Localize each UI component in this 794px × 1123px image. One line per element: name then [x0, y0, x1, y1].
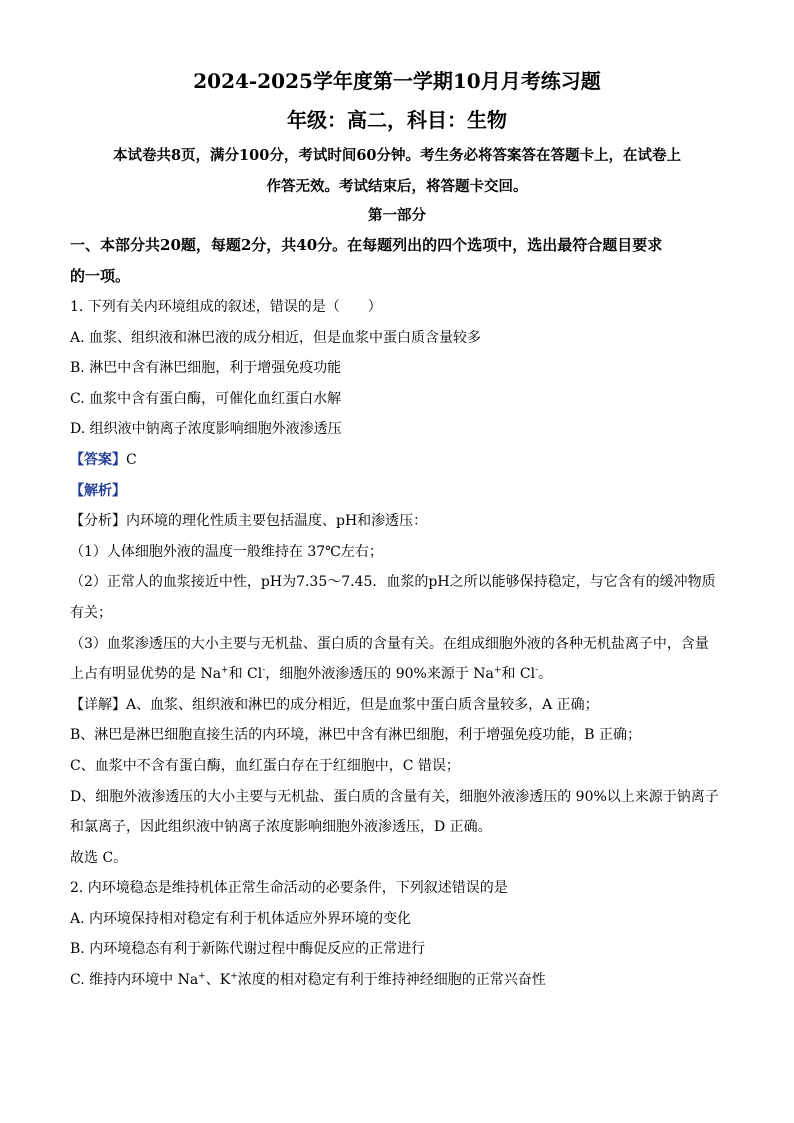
q1-explain-d2: 和氯离子，因此组织液中钠离子浓度影响细胞外液渗透压，D 正确。 — [70, 819, 492, 836]
section-instructions — [70, 230, 724, 292]
text-span: 浓度的相对稳定有利于维持神经细胞的正常兴奋性 — [237, 972, 546, 989]
q1-point-1: （1）人体细胞外液的温度一般维持在 37℃左右； — [70, 543, 383, 560]
section-line-1: 一、本部分共20题，每题2分，共40分。在每题列出的四个选项中，选出最符合题目要求 — [70, 236, 663, 254]
q1-option-c: C. 血浆中含有蛋白酶，可催化血红蛋白水解 — [70, 390, 342, 407]
q1-xiangjie — [70, 690, 724, 721]
q1-option-d: D. 组织液中钠离子浓度影响细胞外液渗透压 — [70, 421, 342, 438]
notice-line-1: 本试卷共8页，满分100分，考试时间60分钟。考生务必将答案答在答题卡上，在试卷上 — [112, 147, 682, 164]
fenxi-label: 【分析】 — [70, 513, 126, 530]
q1-explain-c: C、血浆中不含有蛋白酶，血红蛋白存在于红细胞中，C 错误； — [70, 757, 460, 774]
q1-fenxi — [70, 506, 724, 537]
text-span: 。 — [538, 666, 553, 683]
superscript: + — [221, 665, 229, 676]
superscript: - — [262, 665, 266, 676]
part-heading: 第一部分 — [368, 207, 426, 224]
q1-stem: 1. 下列有关内环境组成的叙述，错误的是（ ） — [70, 299, 382, 315]
answer-value: C — [126, 451, 137, 468]
q2-stem: 2. 内环境稳态是维持机体正常生命活动的必要条件，下列叙述错误的是 — [70, 880, 508, 897]
text-span: ，细胞外液渗透压的 90%来源于 Na — [265, 666, 494, 683]
text-span: 、K — [205, 972, 231, 989]
xiangjie-label: 【详解】 — [70, 696, 126, 713]
text-span: 上占有明显优势的是 Na — [70, 666, 222, 683]
notice-line-2: 作答无效。考试结束后，将答题卡交回。 — [266, 178, 528, 195]
q1-option-b: B. 淋巴中含有淋巴细胞，利于增强免疫功能 — [70, 360, 342, 377]
q2-option-b: B. 内环境稳态有利于新陈代谢过程中酶促反应的正常进行 — [70, 941, 426, 958]
q2-option-c — [70, 965, 724, 996]
q1-explain-d1: D、细胞外液渗透压的大小主要与无机盐、蛋白质的含量有关，细胞外液渗透压的 90%以上来源于钠离子 — [70, 788, 719, 805]
fenxi-text: 内环境的理化性质主要包括温度、pH和渗透压： — [126, 513, 428, 530]
xiangjie-a: A、血浆、组织液和淋巴的成分相近，但是血浆中蛋白质含量较多，A 正确； — [126, 696, 599, 713]
superscript: + — [198, 971, 206, 982]
question-1 — [70, 292, 724, 873]
text-span: 和 Cl — [501, 666, 536, 683]
analysis-label: 【解析】 — [70, 482, 126, 499]
q1-analysis-label — [70, 476, 724, 507]
superscript: - — [535, 665, 539, 676]
superscript: + — [493, 665, 502, 676]
q1-option-a: A. 血浆、组织液和淋巴液的成分相近，但是血浆中蛋白质含量较多 — [70, 329, 482, 346]
q1-explain-b: B、淋巴是淋巴细胞直接生活的内环境，淋巴中含有淋巴细胞，利于增强免疫功能，B 正确； — [70, 727, 642, 744]
q1-point-3b — [70, 659, 724, 690]
q1-answer — [70, 445, 724, 476]
q1-point-2a: （2）正常人的血浆接近中性，pH为7.35～7.45．血浆的pH之所以能够保持稳定，与它含有的缓冲物质 — [70, 574, 716, 591]
question-2 — [70, 873, 724, 995]
q1-point-3a: （3）血浆渗透压的大小主要与无机盐、蛋白质的含量有关。在组成细胞外液的各种无机盐离子中，含量 — [70, 635, 709, 652]
section-line-2: 的一项。 — [70, 267, 131, 285]
answer-label: 【答案】 — [70, 451, 126, 468]
q2-option-a: A. 内环境保持相对稳定有利于机体适应外界环境的变化 — [70, 910, 412, 927]
superscript: + — [230, 971, 238, 982]
exam-title: 2024-2025学年度第一学期10月月考练习题 — [193, 69, 601, 93]
text-span: C. 维持内环境中 Na — [70, 972, 199, 989]
exam-notice — [70, 140, 724, 202]
exam-subtitle: 年级：高二，科目：生物 — [287, 108, 507, 132]
text-span: 和 Cl — [228, 666, 263, 683]
q1-point-2b: 有关； — [70, 604, 112, 621]
q1-conclusion: 故选 C。 — [70, 849, 128, 866]
